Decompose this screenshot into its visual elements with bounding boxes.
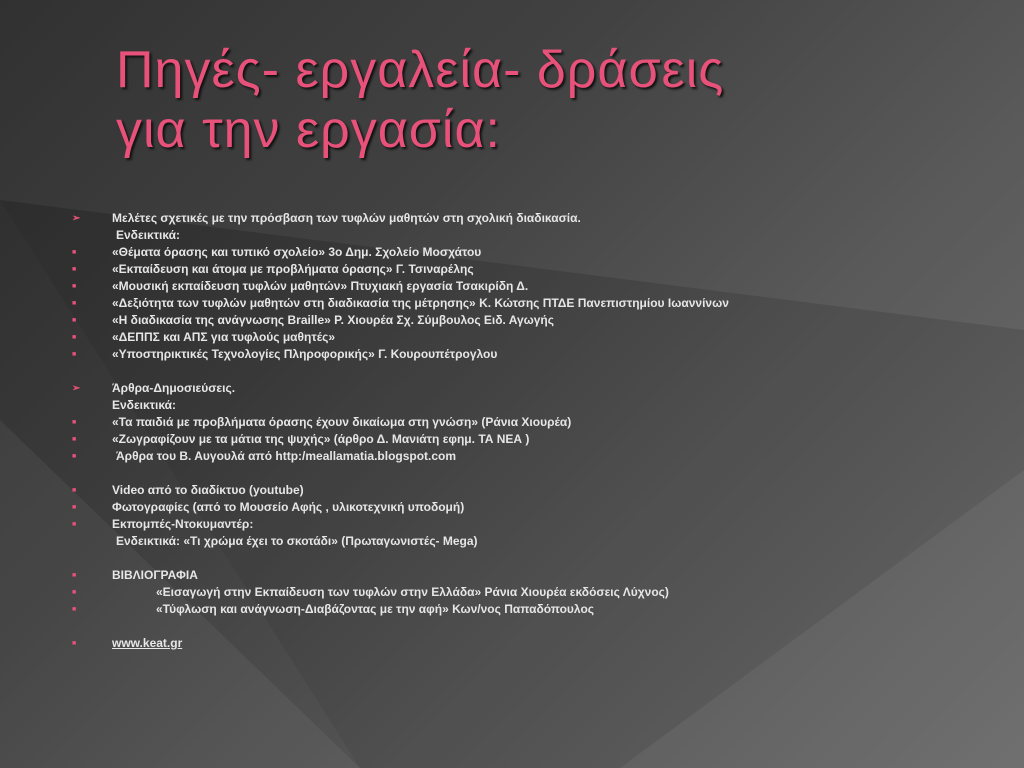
media-item-2: Φωτογραφίες (από το Μουσείο Αφής , υλικοτεχνική υποδομή) <box>112 500 465 514</box>
square-bullet-icon: ■ <box>72 317 77 324</box>
square-bullet-icon: ■ <box>72 300 77 307</box>
square-bullet-icon: ■ <box>72 283 77 290</box>
media-item-1: Video από το διαδίκτυο (youtube) <box>112 483 304 497</box>
square-bullet-icon: ■ <box>72 606 77 613</box>
list-item <box>72 431 992 448</box>
list-item <box>72 482 992 499</box>
list-item <box>72 414 992 431</box>
bibliography-item-2: «Τύφλωση και ανάγνωση-Διαβάζοντας με την αφή» Κων/νος Παπαδόπουλος <box>156 602 595 616</box>
media-sub: Ενδεικτικά: «Τι χρώμα έχει το σκοτάδι» (Πρωταγωνιστές- Mega) <box>116 534 478 548</box>
study-item-4: «Δεξιότητα των τυφλών μαθητών στη διαδικασία της μέτρησης» Κ. Κώτσης ΠΤΔΕ Πανεπιστημίου Ιωαννίνων <box>112 296 729 310</box>
square-bullet-icon: ■ <box>72 640 77 647</box>
studies-heading-row <box>72 210 992 227</box>
square-bullet-icon: ■ <box>72 351 77 358</box>
study-item-3: «Μουσική εκπαίδευση τυφλών μαθητών» Πτυχιακή εργασία Τσακιρίδη Δ. <box>112 279 529 293</box>
article-item-3: Άρθρα του Β. Αυγουλά από http:/meallamatia.blogspot.com <box>116 449 457 463</box>
study-item-7: «Υποστηρικτικές Τεχνολογίες Πληροφορικής» Γ. Κουρουπέτρογλου <box>112 347 498 361</box>
articles-heading: Άρθρα-Δημοσιεύσεις. <box>112 381 236 395</box>
list-item <box>72 329 992 346</box>
list-item <box>72 295 992 312</box>
articles-sub: Ενδεικτικά: <box>112 398 177 412</box>
square-bullet-icon: ■ <box>72 453 77 460</box>
website-row <box>72 635 992 652</box>
square-bullet-icon: ■ <box>72 589 77 596</box>
list-item <box>72 601 992 618</box>
spacer <box>72 465 992 482</box>
studies-sub-row <box>72 227 992 244</box>
bibliography-heading-row <box>72 567 992 584</box>
square-bullet-icon: ■ <box>72 419 77 426</box>
studies-heading: Μελέτες σχετικές με την πρόσβαση των τυφλών μαθητών στη σχολική διαδικασία. <box>112 211 581 225</box>
study-item-1: «Θέματα όρασης και τυπικό σχολείο» 3ο Δημ. Σχολείο Μοσχάτου <box>112 245 482 259</box>
media-item-3: Εκπομπές-Ντοκυμαντέρ: <box>112 517 254 531</box>
spacer <box>72 618 992 635</box>
website-link[interactable]: www.keat.gr <box>112 636 183 650</box>
arrow-bullet-icon: ➢ <box>72 213 81 224</box>
bibliography-heading: ΒΙΒΛΙΟΓΡΑΦΙΑ <box>112 568 198 582</box>
bibliography-item-1: «Εισαγωγή στην Εκπαίδευση των τυφλών στην Ελλάδα» Ράνια Χιουρέα εκδόσεις Λύχνος) <box>156 585 669 599</box>
square-bullet-icon: ■ <box>72 334 77 341</box>
articles-sub-row <box>72 397 992 414</box>
title-line-1: Πηγές- εργαλεία- δράσεις <box>116 41 725 99</box>
article-item-1: «Τα παιδιά με προβλήματα όρασης έχουν δικαίωμα στη γνώση» (Ράνια Χιουρέα) <box>112 415 572 429</box>
title-line-2: για την εργασία: <box>116 101 501 159</box>
square-bullet-icon: ■ <box>72 504 77 511</box>
list-item <box>72 584 992 601</box>
study-item-5: «Η διαδικασία της ανάγνωσης Braille» Ρ. Χιουρέα Σχ. Σύμβουλος Ειδ. Αγωγής <box>112 313 555 327</box>
spacer <box>72 550 992 567</box>
list-item <box>72 312 992 329</box>
square-bullet-icon: ■ <box>72 266 77 273</box>
square-bullet-icon: ■ <box>72 249 77 256</box>
studies-sub: Ενδεικτικά: <box>116 228 181 242</box>
list-item <box>72 448 992 465</box>
list-item <box>72 244 992 261</box>
spacer <box>72 363 992 380</box>
list-item <box>72 499 992 516</box>
list-item <box>72 261 992 278</box>
media-sub-row <box>72 533 992 550</box>
arrow-bullet-icon: ➢ <box>72 383 81 394</box>
square-bullet-icon: ■ <box>72 572 77 579</box>
list-item <box>72 516 992 533</box>
square-bullet-icon: ■ <box>72 436 77 443</box>
study-item-2: «Εκπαίδευση και άτομα με προβλήματα όρασης» Γ. Τσιναρέλης <box>112 262 474 276</box>
list-item <box>72 278 992 295</box>
square-bullet-icon: ■ <box>72 521 77 528</box>
list-item <box>72 346 992 363</box>
square-bullet-icon: ■ <box>72 487 77 494</box>
study-item-6: «ΔΕΠΠΣ και ΑΠΣ για τυφλούς μαθητές» <box>112 330 336 344</box>
article-item-2: «Ζωγραφίζουν με τα μάτια της ψυχής» (άρθρο Δ. Μανιάτη εφημ. ΤΑ ΝΕΑ ) <box>112 432 530 446</box>
slide-title <box>116 40 996 160</box>
slide-content <box>72 210 992 652</box>
articles-heading-row <box>72 380 992 397</box>
